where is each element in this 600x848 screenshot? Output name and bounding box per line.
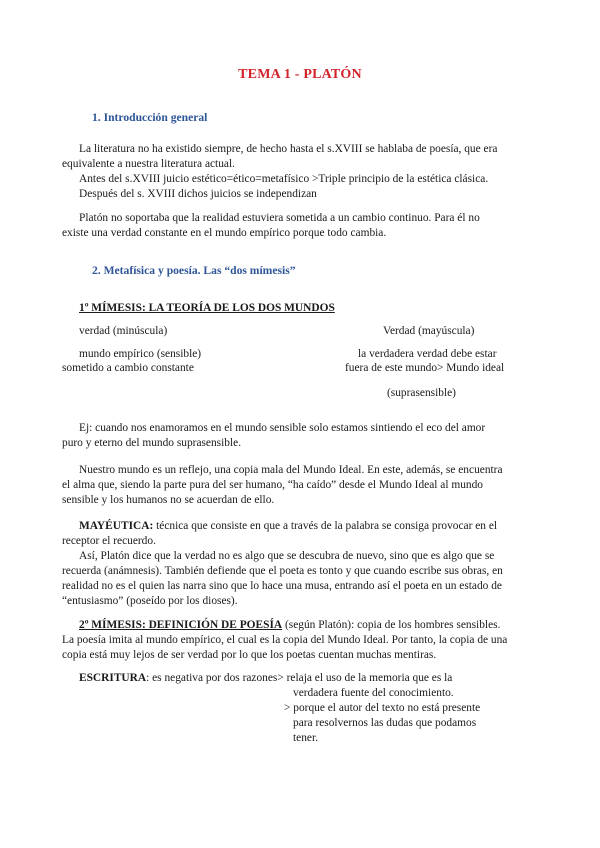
paragraph-line: recuerda (anámnesis). También defiende que el poeta es tonto y que cuando escribe sus obras, en xyxy=(62,565,503,577)
left-col-row: verdad (minúscula) xyxy=(79,325,168,337)
paragraph-line: sensible y los humanos no se acuerdan de ello. xyxy=(62,494,275,506)
paragraph-line: equivalente a nuestra literatura actual. xyxy=(62,158,235,170)
right-col-row: (suprasensible) xyxy=(387,387,456,399)
paragraph-line: Nuestro mundo es un reflejo, una copia mala del Mundo Ideal. En este, además, se encuentra xyxy=(79,464,503,476)
paragraph-line: para resolvernos las dudas que podamos xyxy=(293,717,477,729)
paragraph-line: realidad no es el quien las narra sino que lo hace una musa, entrando así el poeta en un estado de xyxy=(62,580,502,592)
right-col-row: fuera de este mundo> Mundo ideal xyxy=(345,362,505,374)
page-title: TEMA 1 - PLATÓN xyxy=(238,67,362,82)
mimesis2-heading: 2º MÍMESIS: DEFINICIÓN DE POESÍA xyxy=(79,619,283,631)
paragraph-line: La literatura no ha existido siempre, de hecho hasta el s.XVIII se hablaba de poesía, que era xyxy=(79,143,498,155)
right-col-row: la verdadera verdad debe estar xyxy=(358,348,497,360)
paragraph-line: Ej: cuando nos enamoramos en el mundo sensible solo estamos sintiendo el eco del amor xyxy=(79,422,486,434)
paragraph-line: receptor el recuerdo. xyxy=(62,535,156,547)
left-col-row: sometido a cambio constante xyxy=(62,362,194,374)
paragraph-line: existe una verdad constante en el mundo empírico porque todo cambia. xyxy=(62,227,387,239)
mayeutica-label: MAYÉUTICA: xyxy=(79,520,154,532)
paragraph-line: Antes del s.XVIII juicio estético=ético=metafísico >Triple principio de la estética clásica. xyxy=(79,173,489,185)
mimesis2-line xyxy=(79,618,500,633)
escritura-text: : es negativa por dos razones> relaja el uso de la memoria que es la xyxy=(146,672,453,684)
mimesis1-heading: 1º MÍMESIS: LA TEORÍA DE LOS DOS MUNDOS xyxy=(79,302,335,314)
left-col-row: mundo empírico (sensible) xyxy=(79,348,202,360)
right-col-row: Verdad (mayúscula) xyxy=(383,325,475,337)
section-heading-metafisica: 2. Metafísica y poesía. Las “dos mímesis” xyxy=(92,264,296,277)
paragraph-line: tener. xyxy=(293,732,318,744)
paragraph-line: puro y eterno del mundo suprasensible. xyxy=(62,437,242,449)
mayeutica-text: técnica que consiste en que a través de la palabra se consiga provocar en el xyxy=(153,520,498,532)
escritura-label: ESCRITURA xyxy=(79,672,147,684)
paragraph-line: copia está muy lejos de ser verdad por lo que los poetas cuentan muchas mentiras. xyxy=(62,649,437,661)
paragraph-line: verdadera fuente del conocimiento. xyxy=(293,687,454,699)
mayeutica-line xyxy=(79,519,497,534)
paragraph-line: > porque el autor del texto no está presente xyxy=(284,702,481,714)
section-heading-introduccion: 1. Introducción general xyxy=(92,111,208,124)
paragraph-line: Así, Platón dice que la verdad no es algo que se descubra de nuevo, sino que es algo que se xyxy=(79,550,495,562)
paragraph-line: el alma que, siendo la parte pura del ser humano, “ha caído” desde el Mundo Ideal al mundo xyxy=(62,479,483,491)
mimesis2-text: (según Platón): copia de los hombres sensibles. xyxy=(282,619,501,631)
paragraph-line: Platón no soportaba que la realidad estuviera sometida a un cambio continuo. Para él no xyxy=(79,212,480,224)
escritura-line xyxy=(79,671,452,686)
paragraph-line: La poesía imita al mundo empírico, el cual es la copia del Mundo Ideal. Por tanto, la copia de una xyxy=(62,634,508,646)
paragraph-line: Después del s. XVIII dichos juicios se independizan xyxy=(79,188,317,200)
paragraph-line: “entusiasmo” (poseído por los dioses). xyxy=(62,595,238,607)
